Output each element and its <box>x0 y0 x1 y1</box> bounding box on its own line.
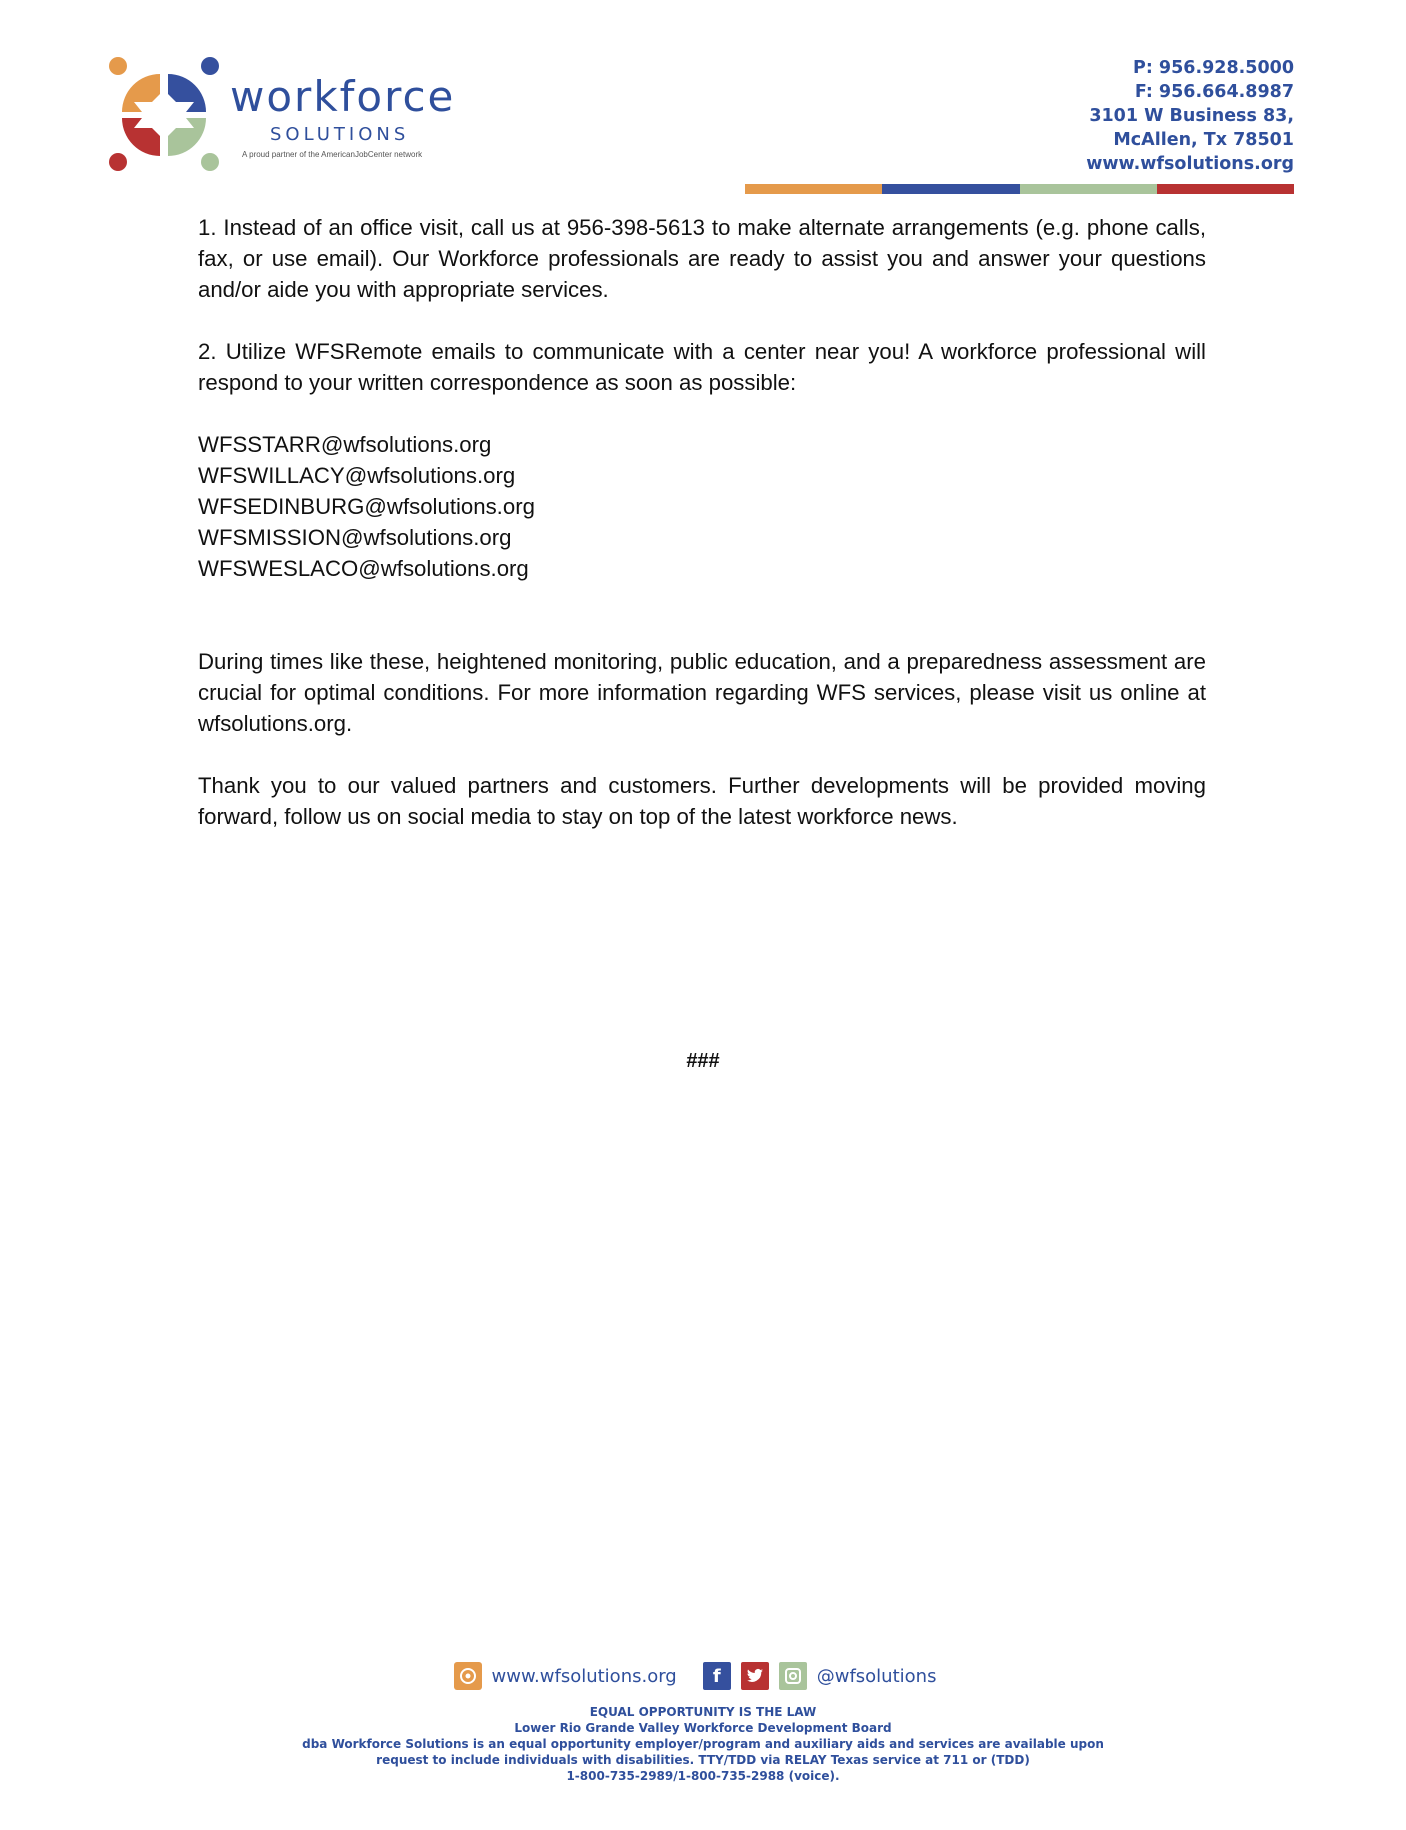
footer <box>0 1662 1406 1784</box>
footer-eeo-text-2: request to include individuals with disabilities. TTY/TDD via RELAY Texas service at 711 or (TDD) <box>376 1753 1030 1767</box>
color-bar-red <box>1157 184 1294 194</box>
footer-website[interactable]: www.wfsolutions.org <box>491 1665 677 1687</box>
color-bar-green <box>1020 184 1157 194</box>
email-list <box>198 429 1206 584</box>
brand-tagline: A proud partner of the AmericanJobCenter network <box>242 150 423 159</box>
footer-eeo-title: EQUAL OPPORTUNITY IS THE LAW <box>589 1705 817 1719</box>
contact-website[interactable]: www.wfsolutions.org <box>1086 154 1294 174</box>
footer-social-handle[interactable]: @wfsolutions <box>816 1665 937 1687</box>
footer-links <box>0 1662 1406 1690</box>
footer-legal <box>0 1704 1406 1784</box>
contact-block <box>1086 56 1294 176</box>
twitter-icon[interactable] <box>741 1662 769 1690</box>
email-edinburg[interactable]: WFSEDINBURG@wfsolutions.org <box>198 494 535 519</box>
contact-fax: F: 956.664.8987 <box>1134 82 1294 102</box>
contact-phone: P: 956.928.5000 <box>1133 58 1294 78</box>
color-bar-blue <box>882 184 1019 194</box>
contact-address-line1: 3101 W Business 83, <box>1089 106 1294 126</box>
paragraph-preparedness: During times like these, heightened monitoring, public education, and a preparedness assessment are crucial for optimal conditions. For more information regarding WFS services, please visit us online at wfsolutions.org. <box>198 649 1206 736</box>
facebook-icon[interactable]: f <box>703 1662 731 1690</box>
contact-address-line2: McAllen, Tx 78501 <box>1113 130 1294 150</box>
footer-eeo-text-1: dba Workforce Solutions is an equal opportunity employer/program and auxiliary aids and services are available upon <box>302 1737 1104 1751</box>
brand-wordmark: workforce <box>230 72 456 121</box>
email-willacy[interactable]: WFSWILLACY@wfsolutions.org <box>198 463 516 488</box>
paragraph-thanks: Thank you to our valued partners and customers. Further developments will be provided moving forward, follow us on social media to stay on top of the latest workforce news. <box>198 773 1206 829</box>
web-icon[interactable] <box>454 1662 482 1690</box>
email-mission[interactable]: WFSMISSION@wfsolutions.org <box>198 525 512 550</box>
logo <box>108 56 456 176</box>
brand-subtitle: SOLUTIONS <box>270 124 410 145</box>
footer-board-name: Lower Rio Grande Valley Workforce Development Board <box>514 1721 892 1735</box>
color-bar-orange <box>745 184 882 194</box>
email-weslaco[interactable]: WFSWESLACO@wfsolutions.org <box>198 556 529 581</box>
letter-body <box>198 212 1206 832</box>
paragraph-email: 2. Utilize WFSRemote emails to communicate with a center near you! A workforce professional will respond to your written correspondence as soon as possible: <box>198 339 1206 395</box>
instagram-icon[interactable] <box>779 1662 807 1690</box>
logo-mark-icon <box>108 56 220 174</box>
header-color-bar <box>745 184 1294 194</box>
end-mark: ### <box>686 1050 720 1072</box>
paragraph-call: 1. Instead of an office visit, call us at 956-398-5613 to make alternate arrangements (e.g. phone calls, fax, or use email). Our Workforce professionals are ready to assist you and answer your questions and/or aide you with appropriate services. <box>198 215 1206 302</box>
footer-eeo-phone: 1-800-735-2989/1-800-735-2988 (voice). <box>566 1769 840 1783</box>
email-starr[interactable]: WFSSTARR@wfsolutions.org <box>198 432 492 457</box>
